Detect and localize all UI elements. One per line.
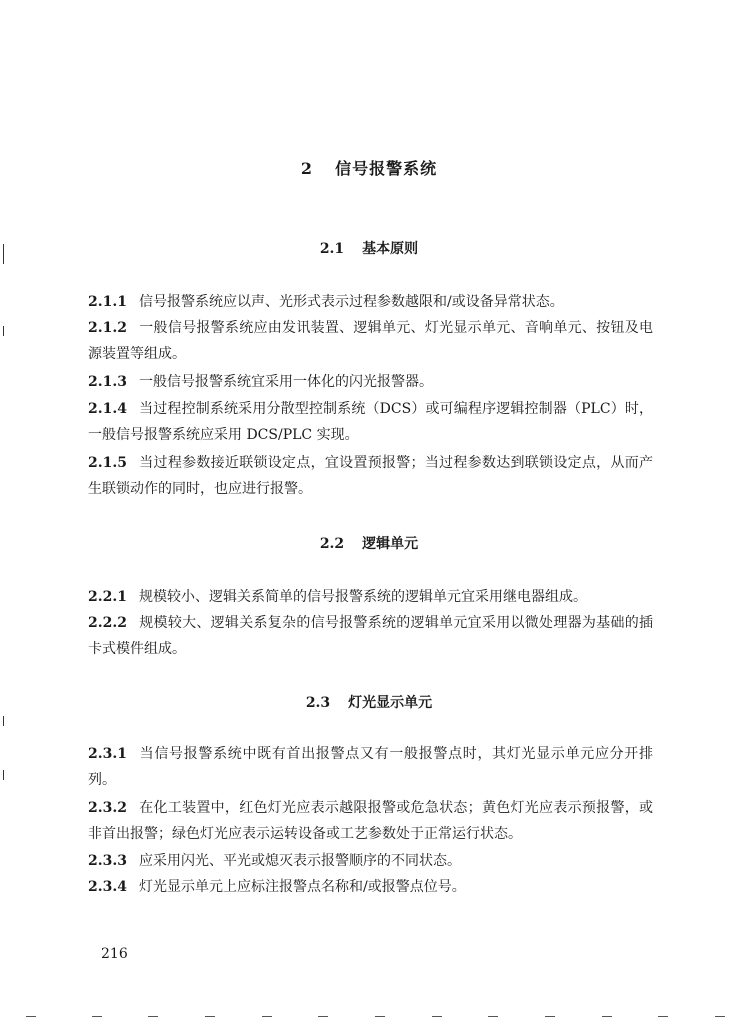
section-number: 2.1: [319, 241, 345, 257]
chapter-title: [0, 156, 738, 179]
scan-dash: [432, 1016, 442, 1017]
clause-text: 当信号报警系统中既有首出报警点又有一般报警点时，其灯光显示单元应分开排列。: [88, 746, 653, 788]
clause-number: 2.3.1: [88, 746, 127, 762]
clause-2-1-2: [88, 315, 653, 367]
scan-mark: [3, 770, 4, 780]
scan-dash: [658, 1016, 668, 1017]
section-title-2-1: [0, 238, 738, 258]
page-number: 216: [101, 946, 128, 962]
scan-dash: [602, 1016, 612, 1017]
clause-2-3-2: [88, 795, 653, 847]
section-title-2-3: [0, 692, 738, 712]
clause-text: 应采用闪光、平光或熄灭表示报警顺序的不同状态。: [138, 853, 461, 869]
clause-text: 在化工装置中，红色灯光应表示越限报警或危急状态；黄色灯光应表示预报警，或非首出报警；绿色灯光应表示运转设备或工艺参数处于正常运行状态。: [88, 800, 653, 842]
clause-2-1-3: [88, 369, 653, 395]
scan-dash: [148, 1016, 158, 1017]
clause-2-2-2: [88, 610, 653, 662]
scan-dash: [205, 1016, 215, 1017]
scan-dash: [92, 1016, 102, 1017]
clause-number: 2.2.2: [88, 615, 127, 631]
scan-dash: [262, 1016, 272, 1017]
clause-2-1-1: [88, 289, 653, 315]
clause-text: 灯光显示单元上应标注报警点名称和/或报警点位号。: [138, 879, 466, 895]
clause-number: 2.1.3: [88, 374, 127, 390]
scan-dash: [488, 1016, 498, 1017]
clause-text: 当过程参数接近联锁设定点，宜设置预报警；当过程参数达到联锁设定点，从而产生联锁动作的同时，也应进行报警。: [88, 455, 653, 497]
clause-number: 2.3.2: [88, 800, 127, 816]
clause-2-2-1: [88, 584, 653, 610]
clause-number: 2.3.3: [88, 853, 127, 869]
section-title-text: 逻辑单元: [362, 536, 419, 552]
scan-dash: [318, 1016, 328, 1017]
scan-dash: [715, 1016, 725, 1017]
clause-number: 2.3.4: [88, 879, 127, 895]
clause-number: 2.2.1: [88, 589, 127, 605]
chapter-number: 2: [300, 159, 314, 178]
scan-mark: [3, 326, 4, 336]
clause-number: 2.1.5: [88, 455, 127, 471]
chapter-title-text: 信号报警系统: [335, 159, 438, 178]
scan-mark: [3, 244, 4, 264]
section-number: 2.3: [305, 695, 331, 711]
clause-number: 2.1.2: [88, 320, 127, 336]
clause-number: 2.1.1: [88, 294, 127, 310]
clause-2-1-4: [88, 396, 653, 448]
scan-mark: [3, 716, 4, 726]
clause-2-1-5: [88, 450, 653, 502]
clause-2-3-4: [88, 874, 653, 900]
clause-text: 当过程控制系统采用分散型控制系统（DCS）或可编程序逻辑控制器（PLC）时，一般信号报警系统应采用 DCS/PLC 实现。: [88, 401, 653, 443]
clause-text: 一般信号报警系统宜采用一体化的闪光报警器。: [138, 374, 433, 390]
clause-text: 规模较小、逻辑关系简单的信号报警系统的逻辑单元宜采用继电器组成。: [138, 589, 587, 605]
section-title-2-2: [0, 533, 738, 553]
scan-dash: [26, 1016, 36, 1017]
scan-dash: [375, 1016, 385, 1017]
clause-text: 一般信号报警系统应由发讯装置、逻辑单元、灯光显示单元、音响单元、按钮及电源装置等组成。: [88, 320, 653, 362]
clause-text: 规模较大、逻辑关系复杂的信号报警系统的逻辑单元宜采用以微处理器为基础的插卡式模件组成。: [88, 615, 653, 657]
clause-2-3-3: [88, 848, 653, 874]
section-number: 2.2: [319, 536, 345, 552]
clause-2-3-1: [88, 741, 653, 793]
clause-text: 信号报警系统应以声、光形式表示过程参数越限和/或设备异常状态。: [138, 294, 564, 310]
clause-number: 2.1.4: [88, 401, 127, 417]
scan-dash: [545, 1016, 555, 1017]
section-title-text: 灯光显示单元: [348, 695, 433, 711]
section-title-text: 基本原则: [362, 241, 419, 257]
